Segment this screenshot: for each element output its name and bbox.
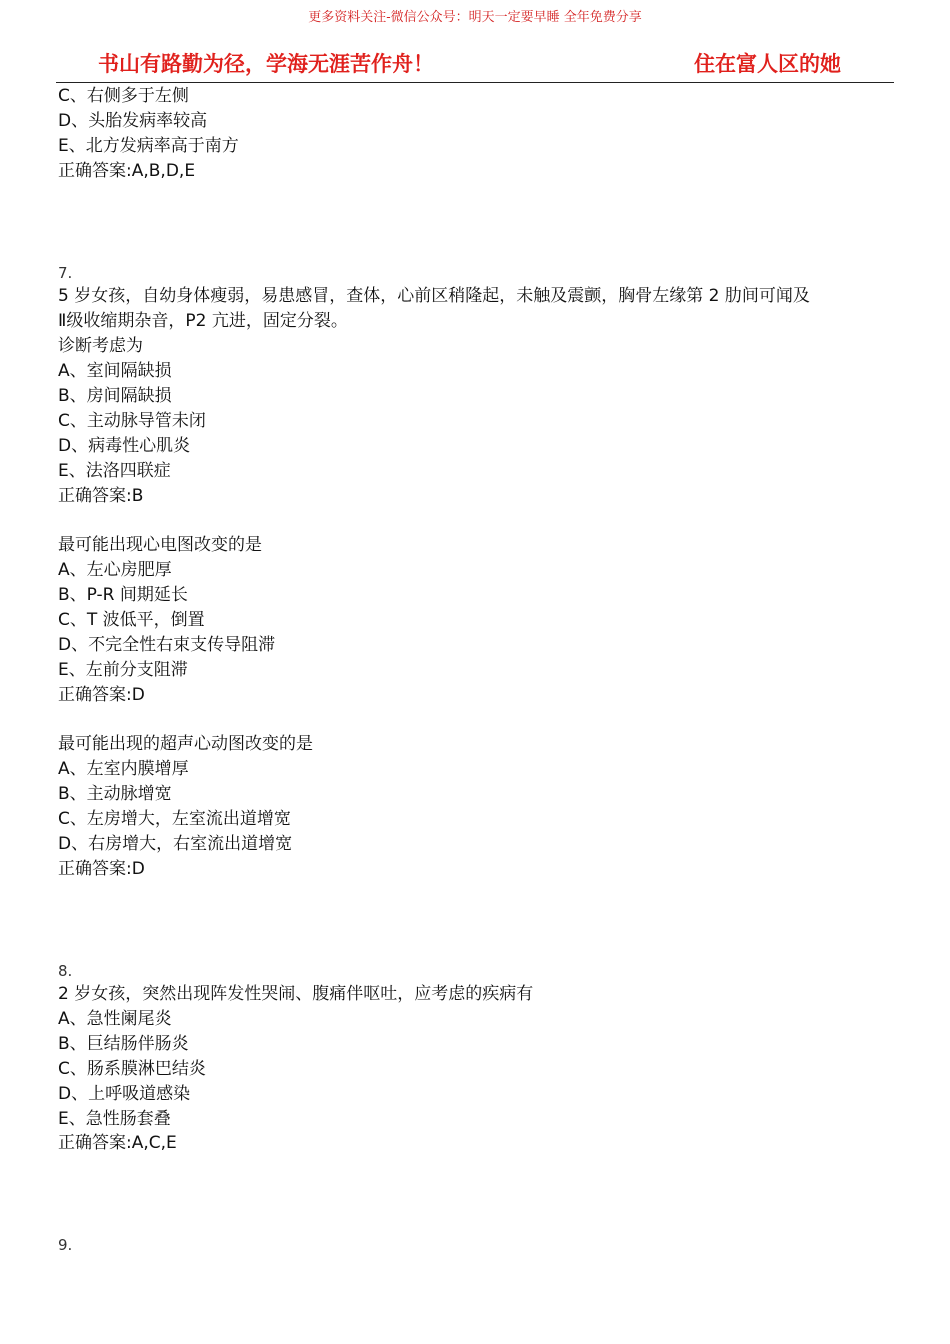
q7-sub2-option-a: A、左心房肥厚 — [58, 560, 172, 580]
q8-option-a: A、急性阑尾炎 — [58, 1009, 172, 1029]
header-motto: 书山有路勤为径，学海无涯苦作舟！ — [98, 51, 434, 76]
q7-sub3-option-c: C、左房增大，左室流出道增宽 — [58, 809, 291, 829]
q8-option-b: B、巨结肠伴肠炎 — [58, 1034, 189, 1054]
q8-stem: 2 岁女孩，突然出现阵发性哭闹、腹痛伴呕吐，应考虑的疾病有 — [58, 984, 534, 1004]
header-right-text: 住在富人区的她 — [694, 51, 841, 76]
q8-option-e: E、急性肠套叠 — [58, 1109, 171, 1129]
q8-option-c: C、肠系膜淋巴结炎 — [58, 1059, 206, 1079]
q7-sub2-option-c: C、T 波低平，倒置 — [58, 610, 205, 630]
q7-sub1-question: 诊断考虑为 — [58, 336, 143, 356]
q7-stem-line1: 5 岁女孩，自幼身体瘦弱，易患感冒，查体，心前区稍隆起，未触及震颤，胸骨左缘第 2 肋间可闻及 — [58, 286, 810, 306]
q7-sub1-answer: 正确答案:B — [58, 486, 144, 506]
q7-sub1-option-c: C、主动脉导管未闭 — [58, 411, 206, 431]
q7-sub2-option-d: D、不完全性右束支传导阻滞 — [58, 635, 276, 655]
q7-sub2-question: 最可能出现心电图改变的是 — [58, 535, 262, 555]
q7-sub3-question: 最可能出现的超声心动图改变的是 — [58, 734, 313, 754]
q7-sub3-option-d: D、右房增大，右室流出道增宽 — [58, 834, 293, 854]
q7-number: 7. — [58, 264, 73, 282]
q9-number: 9. — [58, 1236, 73, 1254]
q8-option-d: D、上呼吸道感染 — [58, 1084, 191, 1104]
q6-option-e: E、北方发病率高于南方 — [58, 136, 239, 156]
q7-sub1-option-e: E、法洛四联症 — [58, 461, 171, 481]
q7-sub3-option-a: A、左室内膜增厚 — [58, 759, 189, 779]
top-note: 更多资料关注-微信公众号：明天一定要早睡 全年免费分享 — [308, 10, 642, 25]
q7-stem-line2: Ⅱ级收缩期杂音，P2 亢进，固定分裂。 — [58, 311, 348, 331]
q7-sub3-option-b: B、主动脉增宽 — [58, 784, 172, 804]
header-divider — [56, 82, 894, 83]
q7-sub3-answer: 正确答案:D — [58, 859, 145, 879]
q7-sub1-option-a: A、室间隔缺损 — [58, 361, 172, 381]
q8-number: 8. — [58, 962, 73, 980]
q8-answer: 正确答案:A,C,E — [58, 1133, 177, 1153]
q7-sub2-option-b: B、P-R 间期延长 — [58, 585, 188, 605]
q7-sub1-option-d: D、病毒性心肌炎 — [58, 436, 191, 456]
q6-answer: 正确答案:A,B,D,E — [58, 161, 196, 181]
q6-option-d: D、头胎发病率较高 — [58, 111, 208, 131]
q7-sub1-option-b: B、房间隔缺损 — [58, 386, 172, 406]
q7-sub2-option-e: E、左前分支阻滞 — [58, 660, 188, 680]
q6-option-c: C、右侧多于左侧 — [58, 86, 189, 106]
q7-sub2-answer: 正确答案:D — [58, 685, 145, 705]
